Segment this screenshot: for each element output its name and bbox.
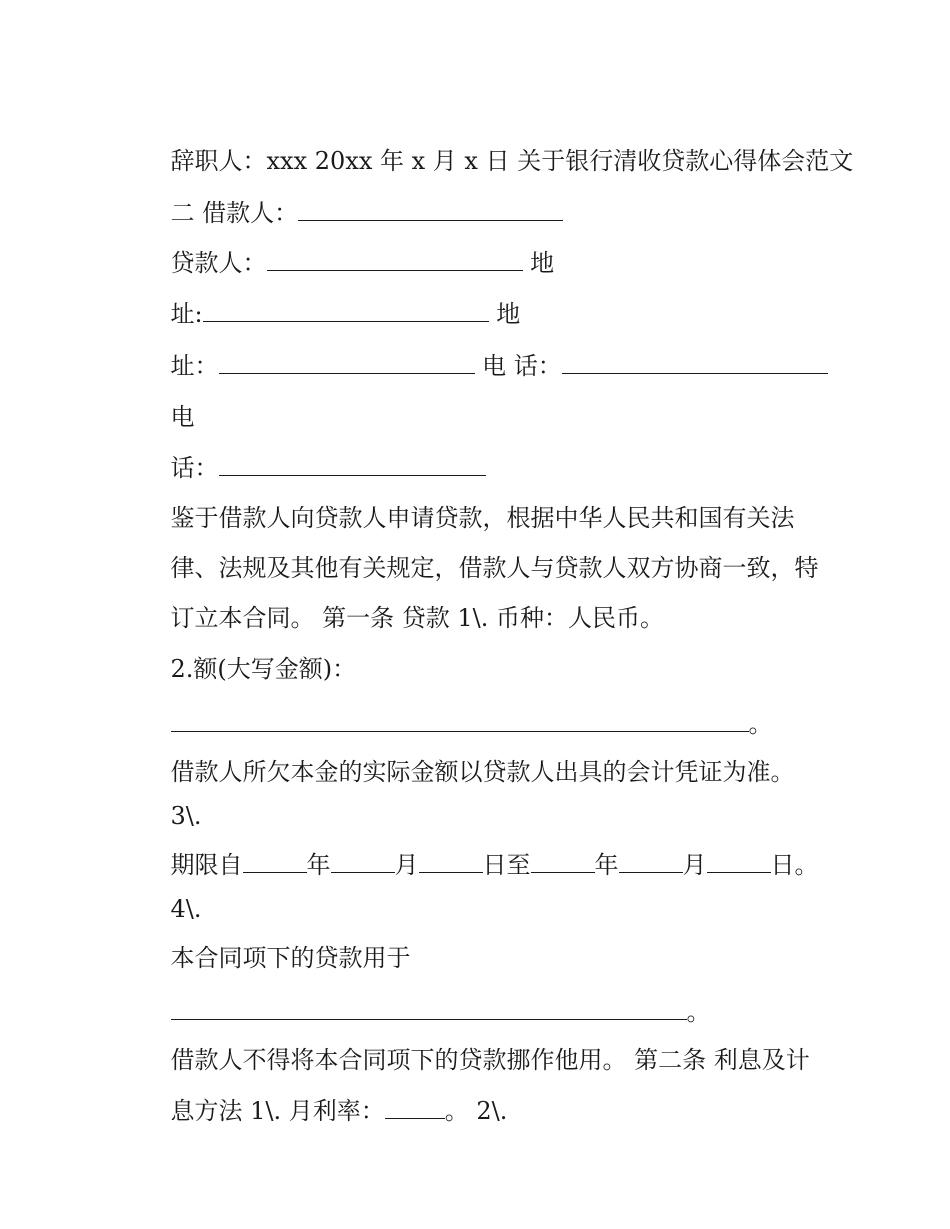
lender-address-blank: [219, 351, 475, 374]
end-year-blank: [531, 850, 595, 873]
lender-label: 贷款人：: [170, 249, 267, 277]
address-label-part1: 地: [522, 249, 555, 277]
monthly-rate-blank: [385, 1096, 445, 1119]
amount-label: 2.额(大写金额)：: [170, 655, 357, 683]
phone-label-part1: 电: [170, 403, 195, 431]
end-day-blank: [707, 850, 771, 873]
month-label-2: 月: [682, 851, 707, 879]
interest-rate-line: [140, 1063, 507, 1159]
term-line: [140, 817, 819, 913]
borrower-phone-blank: [562, 351, 828, 374]
start-year-blank: [243, 850, 307, 873]
lender-address-line: [140, 318, 828, 414]
borrower-label: 二 借款人：: [170, 199, 299, 227]
preamble-text-1: 鉴于借款人向贷款人申请贷款，根据中华人民共和国有关法: [170, 504, 795, 532]
start-month-blank: [331, 850, 395, 873]
purpose-period: 。: [686, 998, 711, 1026]
article-2-heading: 借款人不得将本合同项下的贷款挪作他用。 第二条 利息及计: [170, 1046, 810, 1074]
end-month-blank: [619, 850, 683, 873]
signature-title-text: 辞职人：xxx 20xx 年 x 月 x 日 关于银行清收贷款心得体会范文: [170, 147, 854, 175]
day-to-label: 日至: [482, 851, 531, 879]
month-label-1: 月: [394, 851, 419, 879]
interest-item-2: 。 2\.: [444, 1097, 508, 1125]
purpose-label: 本合同项下的贷款用于: [170, 944, 411, 972]
year-label-2: 年: [594, 851, 619, 879]
amount-period: 。: [748, 710, 773, 738]
borrower-address-label: 址:: [170, 300, 203, 328]
term-from-label: 期限自: [170, 851, 243, 879]
preamble-text-2: 律、法规及其他有关规定，借款人与贷款人双方协商一致，特: [170, 554, 819, 582]
day-label-end: 日。: [770, 851, 819, 879]
article-1-currency: 订立本合同。 第一条 贷款 1\. 币种：人民币。: [170, 604, 665, 632]
principal-note: 借款人所欠本金的实际金额以贷款人出具的会计凭证为准。: [170, 758, 795, 786]
phone-label: 电 话：: [474, 352, 562, 380]
start-day-blank: [419, 850, 483, 873]
item-4-label: 4\.: [170, 895, 202, 923]
lender-address-label: 址：: [170, 352, 219, 380]
item-3-label: 3\.: [170, 802, 202, 830]
address-label-part2: 地: [488, 300, 521, 328]
interest-rate-label: 息方法 1\. 月利率：: [170, 1097, 385, 1125]
year-label-1: 年: [306, 851, 331, 879]
paragraph-line: [140, 724, 795, 820]
lender-phone-label: 话：: [170, 454, 219, 482]
